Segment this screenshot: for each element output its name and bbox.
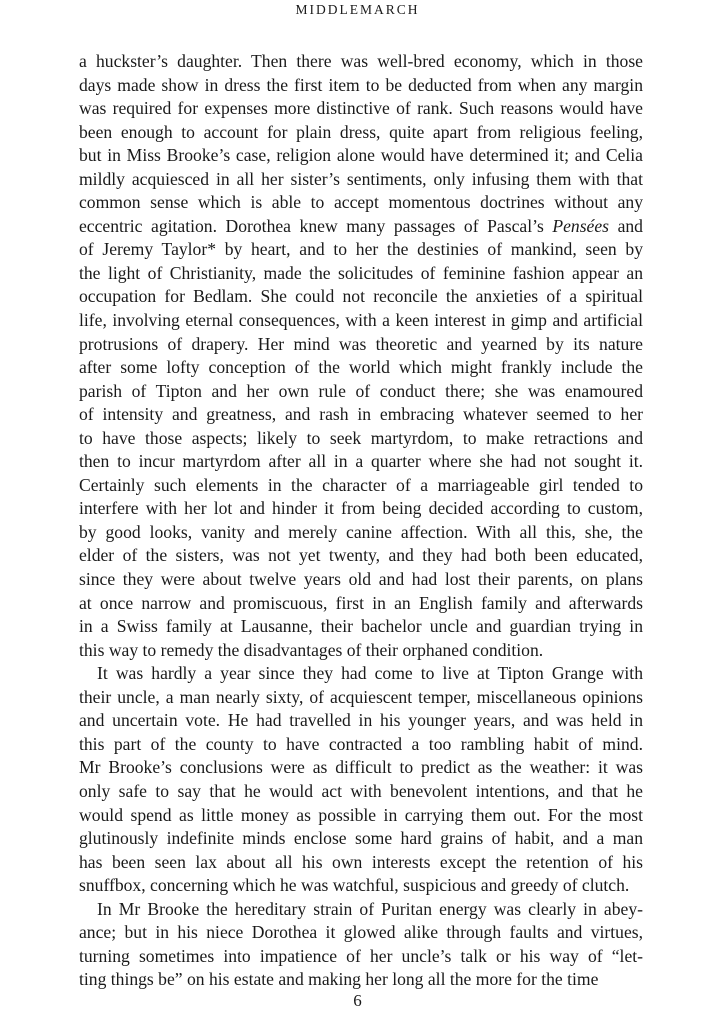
text-line: the light of Christianity, made the solicitudes of feminine fashion appear an: [79, 262, 643, 283]
text-line: mildly acquiesced in all her sister’s sentiments, only infusing them with that: [79, 168, 643, 189]
text-line: of intensity and greatness, and rash in embracing whatever seemed to her: [79, 404, 643, 425]
body-text: [79, 50, 643, 992]
text-line: occupation for Bedlam. She could not reconcile the anxieties of a spiritual: [79, 286, 643, 307]
text-line: has been seen lax about all his own interests except the retention of his: [79, 851, 643, 872]
text-line: been enough to account for plain dress, quite apart from religious feeling,: [79, 121, 643, 142]
text-line: this part of the county to have contracted a too rambling habit of mind.: [79, 733, 643, 754]
text-line: protrusions of drapery. Her mind was theoretic and yearned by its nature: [79, 333, 643, 354]
text-line: to have those aspects; likely to seek martyrdom, to make retractions and: [79, 427, 643, 448]
text-line: elder of the sisters, was not yet twenty, and they had both been educated,: [79, 545, 643, 566]
text-line: ance; but in his niece Dorothea it glowed alike through faults and virtues,: [79, 922, 643, 943]
text-line: snuffbox, concerning which he was watchful, suspicious and greedy of clutch.: [79, 875, 630, 896]
text-line: It was hardly a year since they had come to live at Tipton Grange with: [97, 663, 643, 684]
text-line: at once narrow and promiscuous, first in an English family and afterwards: [79, 592, 643, 613]
text-line: In Mr Brooke the hereditary strain of Puritan energy was clearly in abey-: [97, 898, 643, 919]
text-line: turning sometimes into impatience of her uncle’s talk or his way of “let-: [79, 945, 643, 966]
text-line: Certainly such elements in the character of a marriageable girl tended to: [79, 474, 643, 495]
text-line: but in Miss Brooke’s case, religion alone would have determined it; and Celia: [79, 145, 643, 166]
text-line: days made show in dress the first item to be deducted from when any margin: [79, 74, 643, 95]
italic-title: Pensées: [552, 215, 610, 236]
paragraph: [79, 898, 643, 992]
text-line: would spend as little money as possible in carrying them out. For the most: [79, 804, 643, 825]
text-line: eccentric agitation. Dorothea knew many passages of Pascal’s Pensées and: [79, 215, 643, 236]
text-line: after some lofty conception of the world which might frankly include the: [79, 357, 643, 378]
text-line: since they were about twelve years old and had lost their parents, on plans: [79, 569, 643, 590]
text-line: parish of Tipton and her own rule of conduct there; she was enamoured: [79, 380, 643, 401]
paragraph: [79, 662, 643, 897]
text-line: their uncle, a man nearly sixty, of acquiescent temper, miscellaneous opinions: [79, 686, 643, 707]
text-line: only safe to say that he would act with benevolent intentions, and that he: [79, 780, 643, 801]
text-line: of Jeremy Taylor* by heart, and to her the destinies of mankind, seen by: [79, 239, 643, 260]
running-head: MIDDLEMARCH: [295, 2, 420, 17]
text-line: ting things be” on his estate and making her long all the more for the time: [79, 969, 599, 990]
text-line: glutinously indefinite minds enclose some hard grains of habit, and a man: [79, 828, 643, 849]
text-line: Mr Brooke’s conclusions were as difficult to predict as the weather: it was: [79, 757, 643, 778]
text-line: was required for expenses more distinctive of rank. Such reasons would have: [79, 98, 643, 119]
text-line: and uncertain vote. He had travelled in his younger years, and was held in: [79, 710, 643, 731]
text-line: a huckster’s daughter. Then there was well-bred economy, which in those: [79, 51, 643, 71]
text-line: by good looks, vanity and merely canine affection. With all this, she, the: [79, 521, 643, 542]
paragraph: [79, 50, 643, 662]
text-line: then to incur martyrdom after all in a quarter where she had not sought it.: [79, 451, 643, 472]
text-line: interfere with her lot and hinder it from being decided according to custom,: [79, 498, 643, 519]
text-line: life, involving eternal consequences, with a keen interest in gimp and artificial: [79, 310, 643, 331]
page-number: 6: [353, 991, 362, 1010]
text-line: common sense which is able to accept momentous doctrines without any: [79, 192, 643, 213]
text-line: this way to remedy the disadvantages of their orphaned condition.: [79, 639, 544, 660]
text-line: in a Swiss family at Lausanne, their bachelor uncle and guardian trying in: [79, 616, 643, 637]
